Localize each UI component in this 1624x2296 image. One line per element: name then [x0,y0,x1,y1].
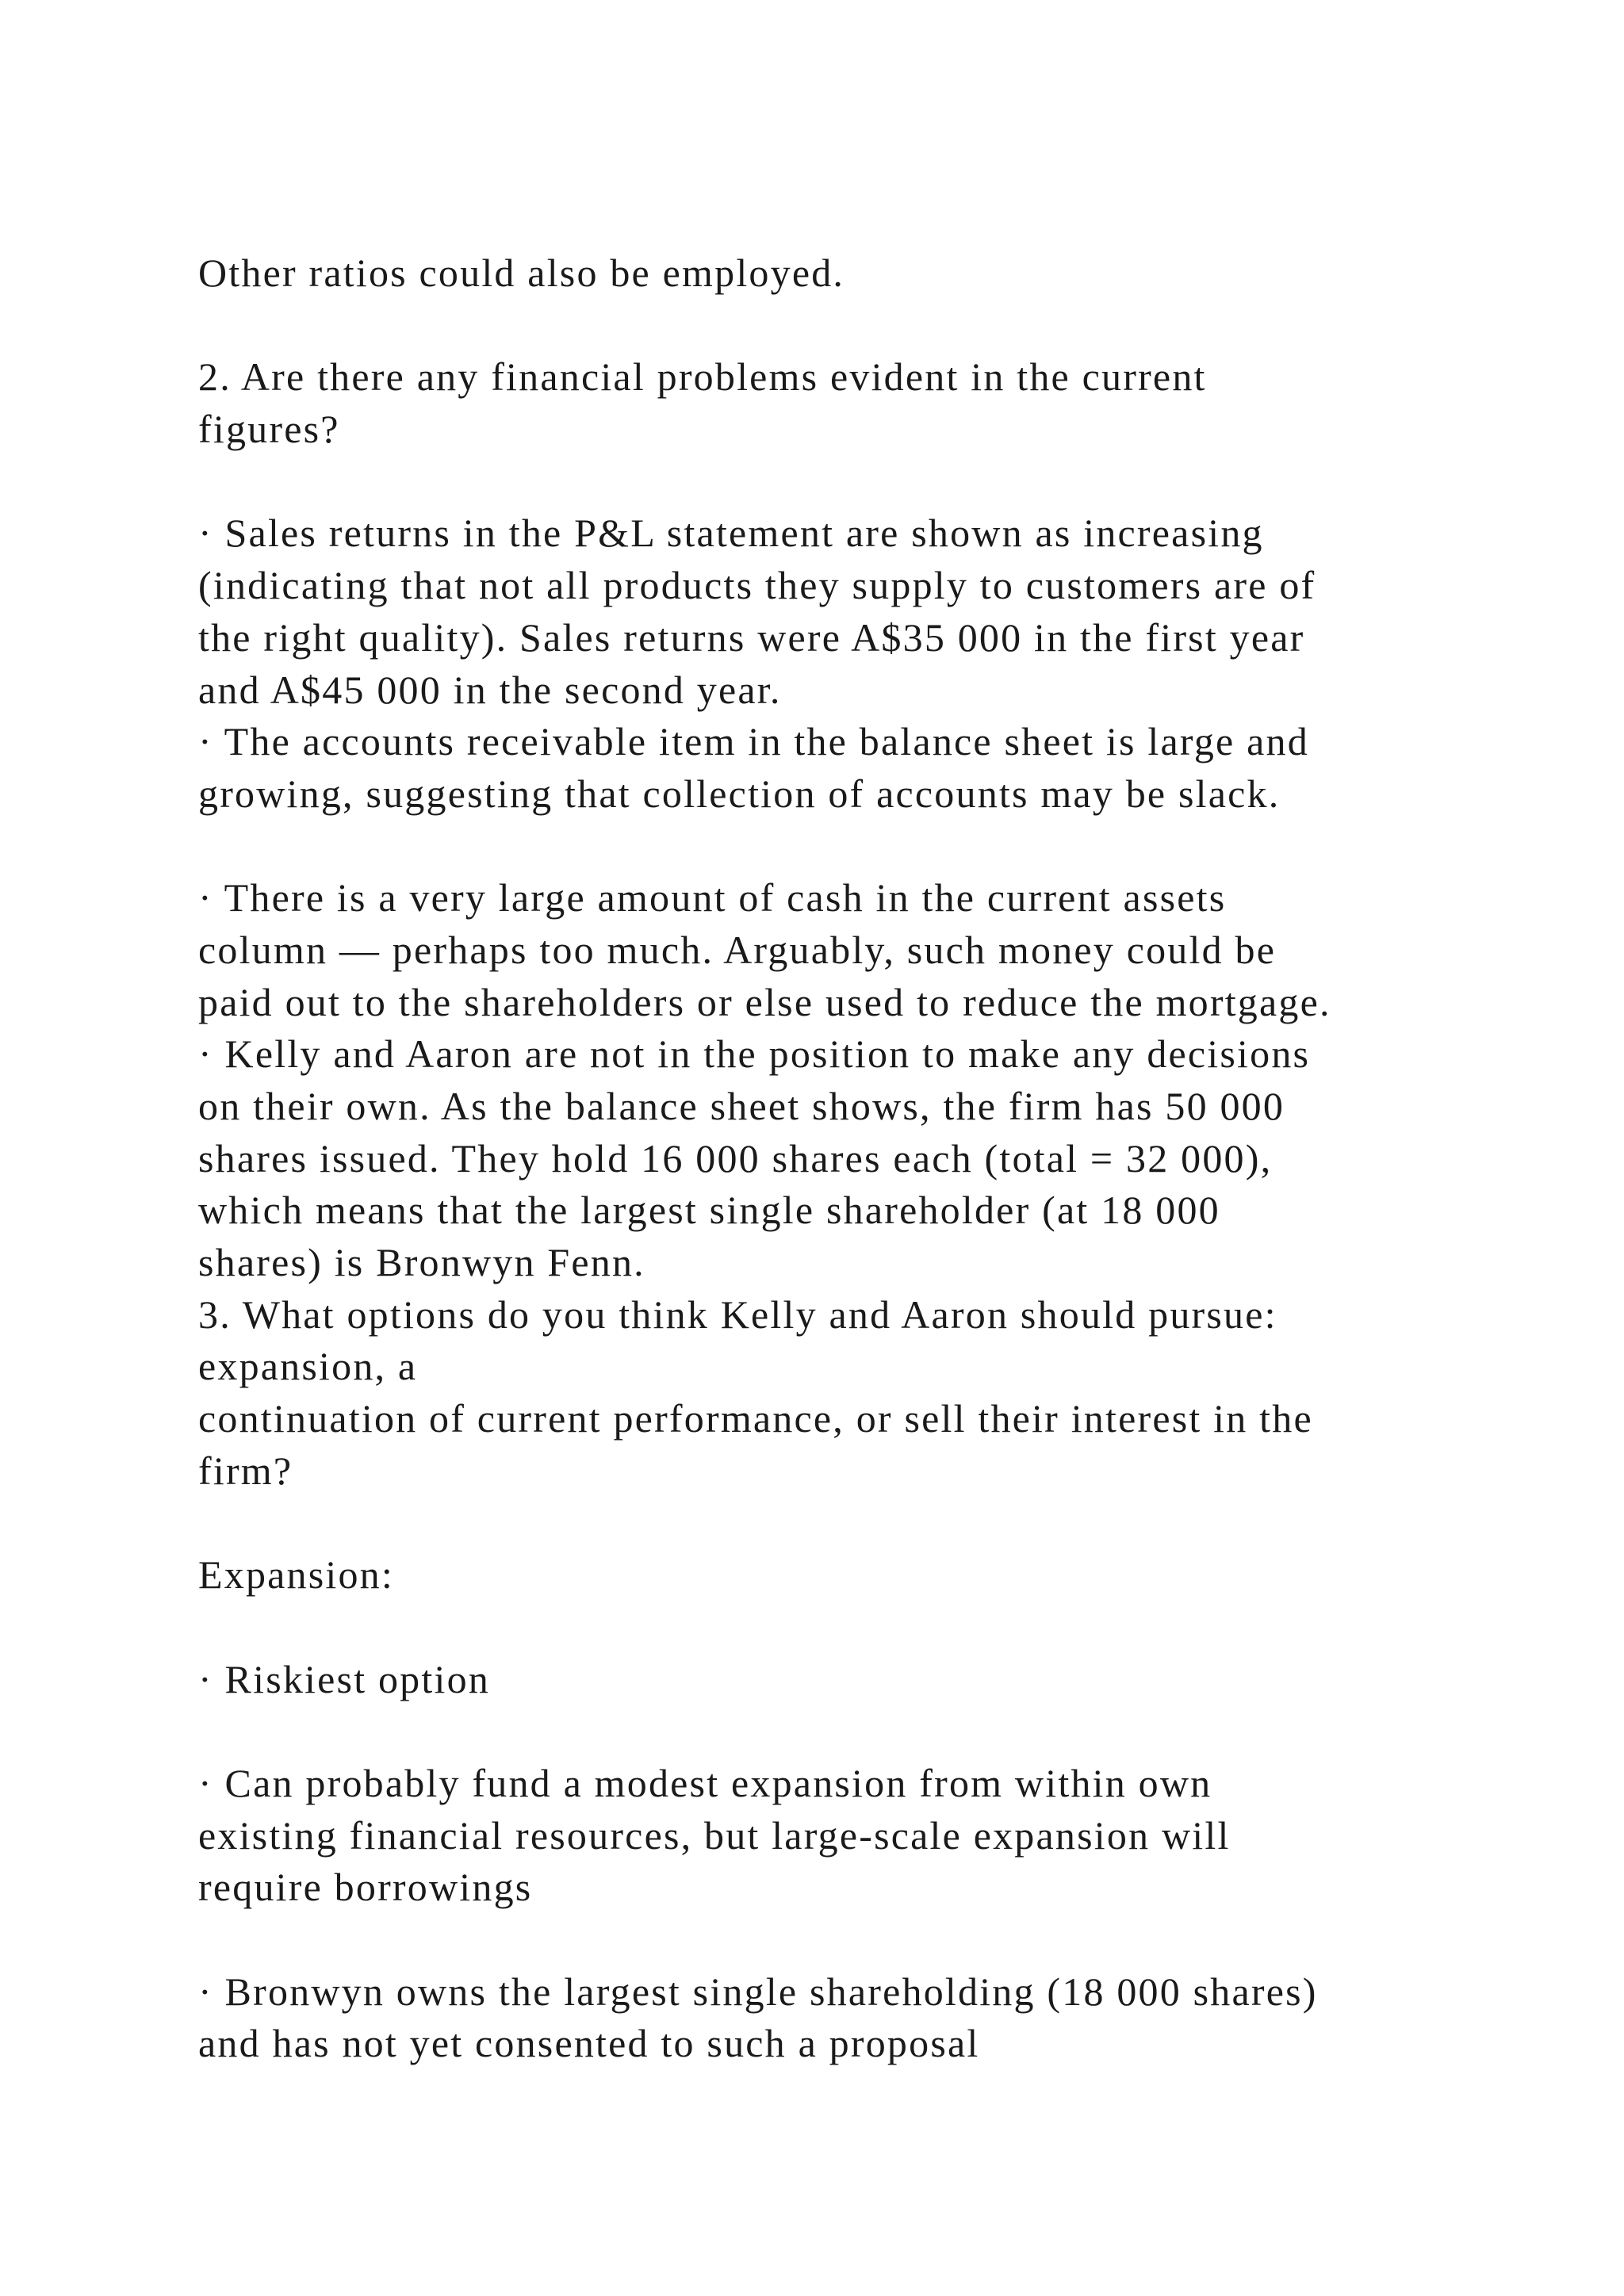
blank-line [198,1914,1594,1966]
bullet-kelly-aaron: · Kelly and Aaron are not in the position to make any decisions [198,1031,1311,1077]
text-line: existing financial resources, but large-scale expansion will [198,1812,1231,1858]
blank-line [198,821,1594,873]
question-3-heading-cont: firm? [198,1448,293,1493]
blank-line [198,1705,1594,1758]
blank-line [198,300,1594,352]
blank-line [198,1498,1594,1550]
question-3-heading: 3. What options do you think Kelly and Aaron should pursue: [198,1292,1277,1337]
bullet-accounts-receivable: · The accounts receivable item in the balance sheet is large and [198,719,1309,764]
question-2-heading-cont: figures? [198,407,340,452]
bullet-riskiest-option: · Riskiest option [198,1656,490,1701]
text-line: shares issued. They hold 16 000 shares each (total = 32 000), [198,1135,1273,1181]
text-line: (indicating that not all products they supply to customers are of [198,563,1316,608]
text-line: shares) is Bronwyn Fenn. [198,1240,645,1285]
bullet-fund-expansion: · Can probably fund a modest expansion from within own [198,1760,1212,1805]
bullet-sales-returns: · Sales returns in the P&L statement are shown as increasing [198,511,1264,556]
text-line: require borrowings [198,1865,533,1910]
text-line: on their own. As the balance sheet shows, the firm has 50 000 [198,1084,1285,1128]
blank-line [198,456,1594,508]
text-line: column — perhaps too much. Arguably, such money could be [198,927,1277,972]
text-line: paid out to the shareholders or else used to reduce the mortgage. [198,979,1331,1024]
document-body [198,247,1594,2070]
text-line: the right quality). Sales returns were A$35 000 in the first year [198,614,1305,660]
text-line: and has not yet consented to such a proposal [198,2021,980,2066]
text-line: Other ratios could also be employed. [198,251,845,295]
question-3-heading-cont: expansion, a [198,1344,418,1389]
question-3-heading-cont: continuation of current performance, or sell their interest in the [198,1396,1313,1441]
blank-line [198,1601,1594,1654]
text-line: and A$45 000 in the second year. [198,667,782,712]
expansion-heading: Expansion: [198,1552,394,1598]
bullet-cash: · There is a very large amount of cash in the current assets [198,875,1227,920]
question-2-heading: 2. Are there any financial problems evident in the current [198,354,1207,400]
text-line: growing, suggesting that collection of accounts may be slack. [198,771,1281,816]
bullet-bronwyn: · Bronwyn owns the largest single shareholding (18 000 shares) [198,1969,1318,2014]
text-line: which means that the largest single shareholder (at 18 000 [198,1188,1220,1233]
